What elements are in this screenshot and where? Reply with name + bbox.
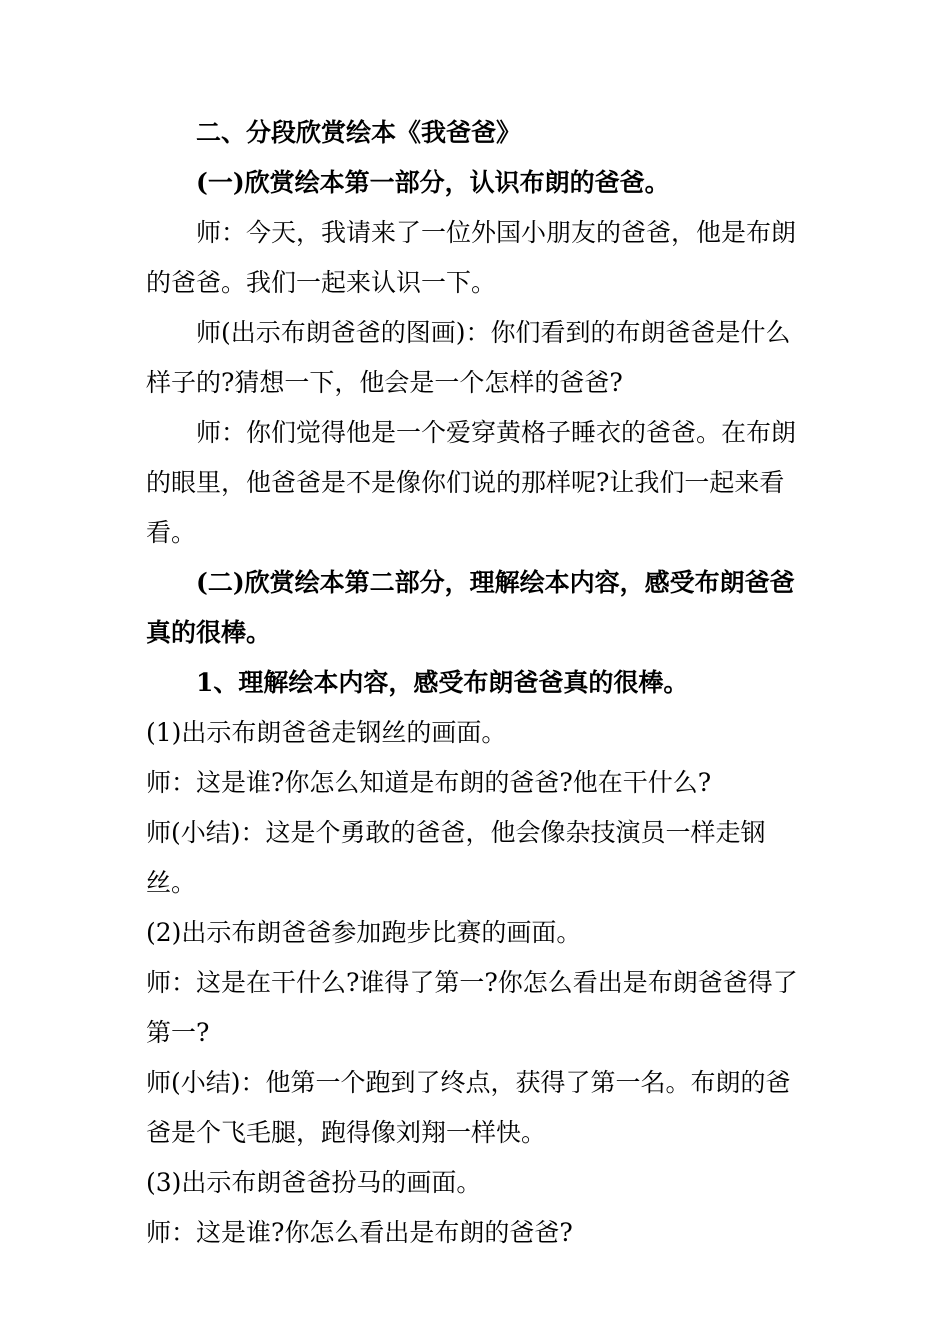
paragraph: 师：这是谁?你怎么知道是布朗的爸爸?他在干什么?	[146, 768, 712, 797]
paragraph: 师：这是谁?你怎么看出是布朗的爸爸?	[146, 1218, 573, 1247]
list-item: (3)出示布朗爸爸扮马的画面。	[146, 1168, 482, 1197]
list-item: (2)出示布朗爸爸参加跑步比赛的画面。	[146, 918, 582, 947]
subsection-heading: (二)欣赏绘本第二部分，理解绘本内容，感受布朗爸爸真的很棒。	[146, 568, 795, 647]
subsection-heading: (一)欣赏绘本第一部分，认识布朗的爸爸。	[196, 168, 670, 197]
paragraph: 师(出示布朗爸爸的图画)：你们看到的布朗爸爸是什么样子的?猜想一下，他会是一个怎样的爸爸?	[146, 318, 791, 397]
paragraph: 师：今天，我请来了一位外国小朋友的爸爸，他是布朗的爸爸。我们一起来认识一下。	[146, 218, 797, 297]
list-item: (1)出示布朗爸爸走钢丝的画面。	[146, 718, 507, 747]
section-heading: 二、分段欣赏绘本《我爸爸》	[196, 118, 522, 147]
paragraph: 师(小结)：这是个勇敢的爸爸，他会像杂技演员一样走钢丝。	[146, 818, 766, 897]
paragraph: 师：你们觉得他是一个爱穿黄格子睡衣的爸爸。在布朗的眼里，他爸爸是不是像你们说的那样呢?让我们一起来看看。	[146, 418, 797, 547]
document-body	[146, 108, 808, 1258]
numbered-heading: 1、理解绘本内容，感受布朗爸爸真的很棒。	[196, 668, 689, 697]
paragraph: 师(小结)：他第一个跑到了终点，获得了第一名。布朗的爸爸是个飞毛腿，跑得像刘翔一样快。	[146, 1068, 791, 1147]
paragraph: 师：这是在干什么?谁得了第一?你怎么看出是布朗爸爸得了第一?	[146, 968, 798, 1047]
